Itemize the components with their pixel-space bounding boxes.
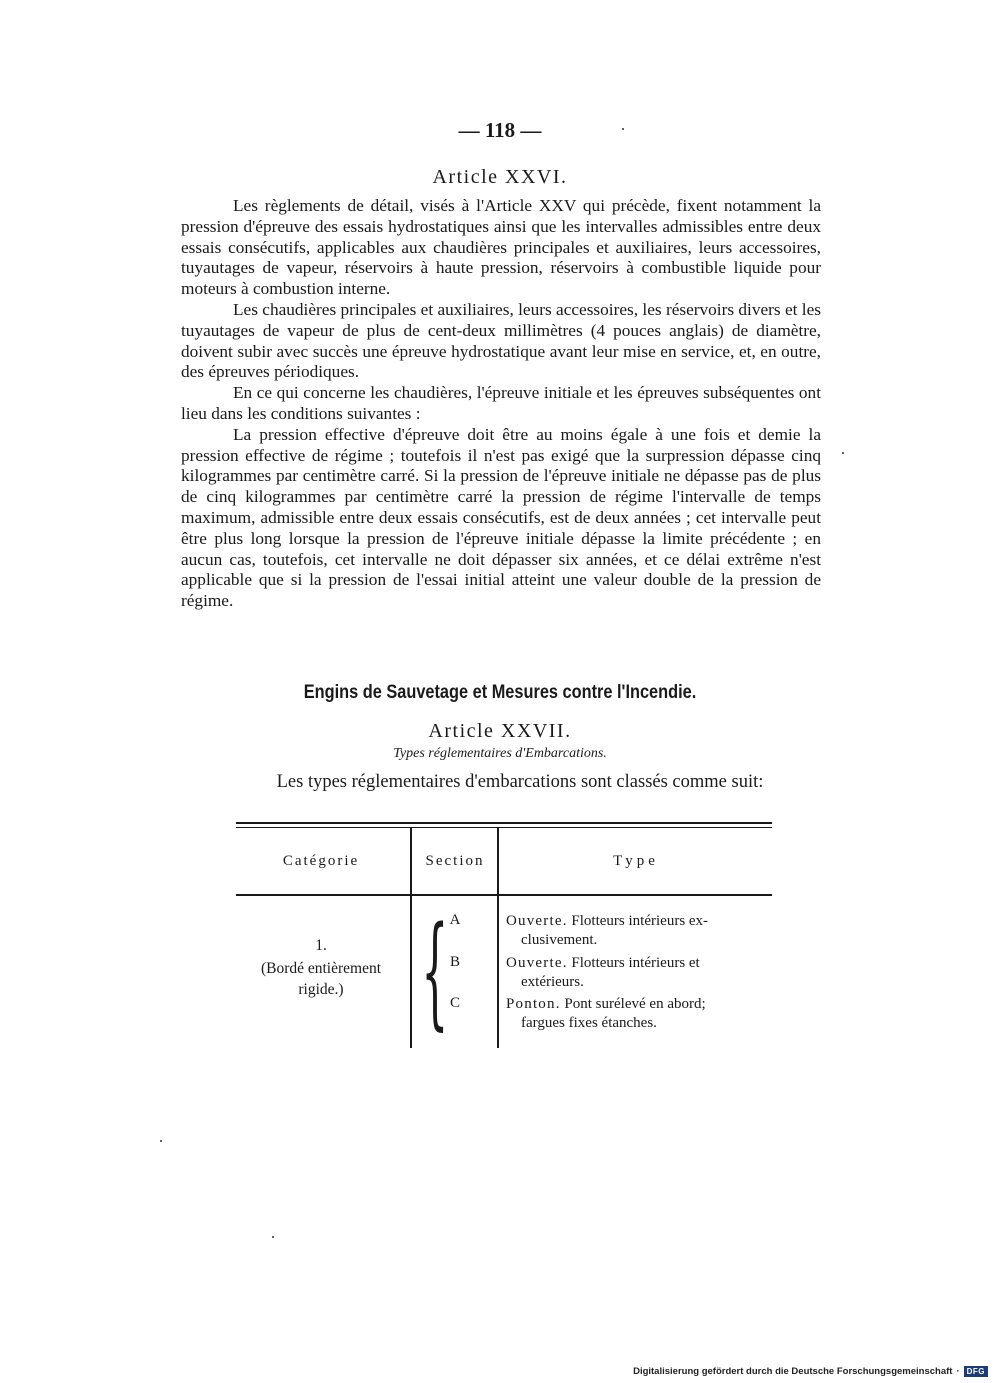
article-26-body [181, 196, 821, 612]
table-header-rule [236, 894, 772, 896]
section-cell: B [449, 954, 460, 970]
paragraph: Les chaudières principales et auxiliaires, leurs accessoires, les réservoirs divers et les tuyautages de vapeur de plus de cent-deux millimètres (4 pouces anglais) de diamètre, doivent subir avec succès une épreuve hydrostatique avant leur mise en service, et, en outre, des épreuves périodiques. [181, 299, 821, 382]
brace-icon: { [421, 900, 449, 1042]
scan-speck [622, 128, 624, 130]
category-description: (Bordé entièrement rigide.) [260, 960, 382, 998]
article-27-subtitle: Types réglementaires d'Embarcations. [393, 746, 607, 761]
scan-speck [160, 1140, 162, 1142]
type-cell [506, 995, 776, 1033]
type-cell [506, 912, 776, 950]
category-number: 1. [315, 937, 327, 954]
type-continuation: extérieurs. [521, 974, 584, 990]
type-continuation: fargues fixes étanches. [521, 1015, 657, 1031]
scan-speck [272, 1236, 274, 1238]
type-text: Flotteurs intérieurs et [571, 955, 700, 971]
digitization-credit: Digitalisierung gefördert durch die Deutsche Forschungsgemeinschaft · DFG [633, 1366, 988, 1377]
paragraph: La pression effective d'épreuve doit être au moins égale à une fois et demie la pression effective de régime ; toutefois il n'est pas exigé que la surpression dépasse cinq kilogrammes par centimètre carré. Si la pression de l'épreuve initiale ne dépasse pas de plus de cinq kilogrammes par centimètre carré la pression de régime l'intervalle de temps maximum, admissible entre deux essais consécutifs, est de deux années ; cet intervalle peut être plus long lorsque la pression de l'épreuve initiale dépasse la limite précédente ; en aucun cas, toutefois, cet intervalle ne doit dépasser six années, et ce délai extrême n'est applicable que si la pression de l'essai initial atteint une valeur double de la pression de régime. [181, 424, 821, 611]
type-cell [506, 954, 776, 992]
article-27-title: Article XXVII. [428, 720, 572, 742]
type-text: Pont surélevé en abord; [564, 996, 706, 1012]
article-27-intro: Les types réglementaires d'embarcations sont classés comme suit: [276, 772, 764, 792]
type-lead: Ouverte. [506, 913, 568, 929]
article-26-title: Article XXVI. [432, 166, 568, 188]
column-divider [410, 828, 412, 1048]
footer-text: Digitalisierung gefördert durch die Deutsche Forschungsgemeinschaft [633, 1366, 953, 1377]
section-cell: A [449, 912, 461, 928]
table-top-rule-thin [236, 827, 772, 828]
page-number: — 118 — [458, 118, 542, 142]
type-text: Flotteurs intérieurs ex- [571, 913, 709, 929]
section-cell: C [449, 995, 460, 1011]
table-top-rule [236, 822, 772, 824]
section-heading: Engins de Sauvetage et Mesures contre l'Incendie. [303, 682, 697, 703]
paragraph: En ce qui concerne les chaudières, l'épreuve initiale et les épreuves subséquentes ont lieu dans les conditions suivantes : [181, 383, 821, 423]
header-categorie: Catégorie [282, 853, 360, 869]
column-divider [497, 828, 499, 1048]
header-type: Type [613, 853, 659, 869]
type-lead: Ponton. [506, 996, 561, 1012]
type-lead: Ouverte. [506, 955, 568, 971]
paragraph: Les règlements de détail, visés à l'Article XXV qui précède, fixent notamment la pression d'épreuve des essais hydrostatiques ainsi que les intervalles admissibles entre deux essais consécutifs, applicables aux chaudières principales et auxiliaires, leurs accessoires, tuyautages de vapeur, réservoirs à haute pression, réservoirs à combustible liquide pour moteurs à combustion interne. [181, 196, 821, 299]
header-section: Section [425, 853, 485, 869]
scan-speck [842, 452, 844, 454]
dfg-logo-icon: DFG [964, 1366, 988, 1377]
type-continuation: clusivement. [521, 932, 598, 948]
